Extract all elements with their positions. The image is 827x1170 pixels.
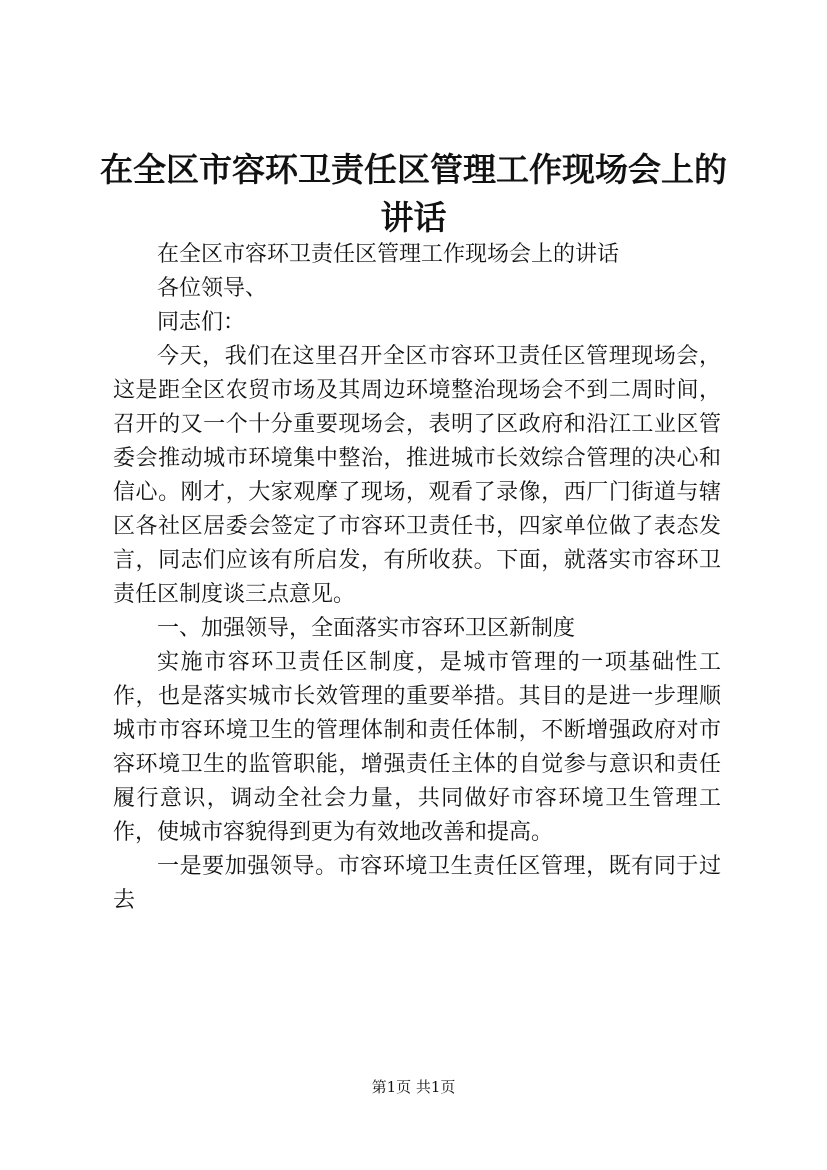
salutation-leaders: 各位领导、 <box>157 276 268 301</box>
section-heading-1: 一、加强领导，全面落实市容环卫区新制度 <box>157 616 576 641</box>
opening-paragraph: 今天，我们在这里召开全区市容环卫责任区管理现场会，这是距全区农贸市场及其周边环境整治现场会不到二周时间，召开的又一个十分重要现场会，表明了区政府和沿江工业区管委会推动城市环境集中整治，推进城市长效综合管理的决心和信心。刚才，大家观摩了现场，观看了录像，西厂门街道与辖区各社区居委会签定了市容环卫责任书，四家单位做了表态发言，同志们应该有所启发，有所收获。下面，就落实市容环卫责任区制度谈三点意见。 <box>113 344 721 607</box>
document-title: 在全区市容环卫责任区管理工作现场会上的讲话 <box>100 150 727 237</box>
page-footer: 第1页 共1页 <box>371 1078 456 1096</box>
document-body <box>113 238 721 918</box>
section-1-point-1: 一是要加强领导。市容环境卫生责任区管理，既有同于过去 <box>113 854 721 913</box>
subtitle-paragraph: 在全区市容环卫责任区管理工作现场会上的讲话 <box>157 242 620 267</box>
salutation-comrades: 同志们： <box>157 310 246 335</box>
section-1-paragraph: 实施市容环卫责任区制度，是城市管理的一项基础性工作，也是落实城市长效管理的重要举措。其目的是进一步理顺城市市容环境卫生的管理体制和责任体制，不断增强政府对市容环境卫生的监管职能，增强责任主体的自觉参与意识和责任履行意识，调动全社会力量，共同做好市容环境卫生管理工作，使城市容貌得到更为有效地改善和提高。 <box>113 650 721 845</box>
